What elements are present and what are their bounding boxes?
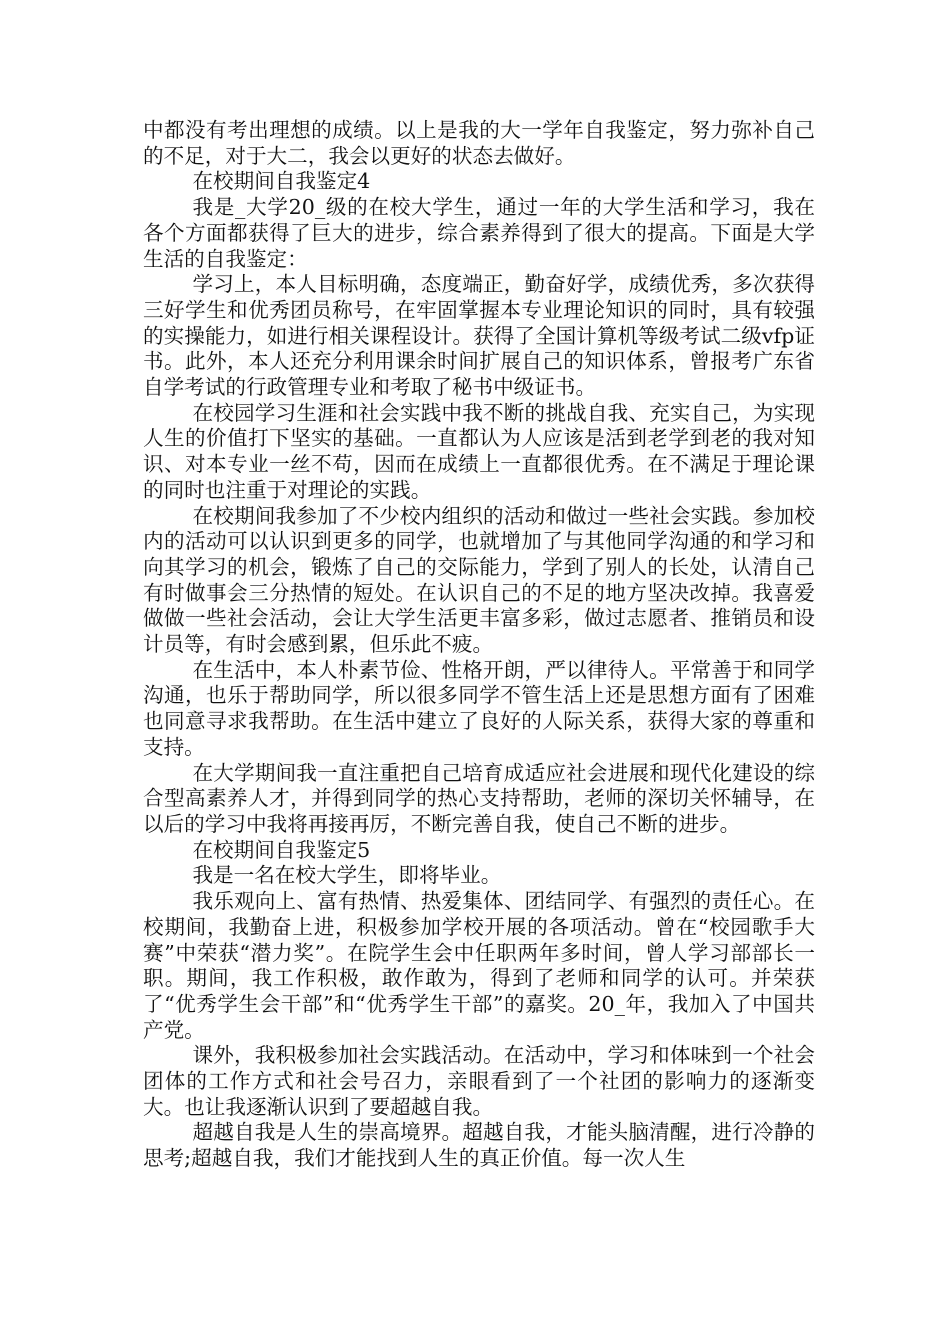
section-heading-4: 在校期间自我鉴定4 — [192, 169, 371, 194]
paragraph-practice: 在校园学习生涯和社会实践中我不断的挑战自我、充实自己，为实现人生的价值打下坚实的基础。一直都认为人应该是活到老学到老的我对知识、对本专业一丝不苟，因而在成绩上一直都很优秀。在不满足于理论课的同时也注重于对理论的实践。 — [143, 400, 815, 502]
paragraph-activities: 在校期间我参加了不少校内组织的活动和做过一些社会实践。参加校内的活动可以认识到更多的同学，也就增加了与其他同学沟通的和学习和向其学习的机会，锻炼了自己的交际能力，学到了别人的长处，认清自己有时做事会三分热情的短处。在认识自己的不足的地方坚决改掉。我喜爱做做一些社会活动，会让大学生活更丰富多彩，做过志愿者、推销员和设计员等，有时会感到累，但乐此不疲。 — [143, 503, 815, 657]
section-heading-5: 在校期间自我鉴定5 — [192, 837, 371, 862]
paragraph-intro: 我是_大学20_级的在校大学生，通过一年的大学生活和学习，我在各个方面都获得了巨大的进步，综合素养得到了很大的提高。下面是大学生活的自我鉴定： — [143, 195, 815, 271]
paragraph-surpass-self: 超越自我是人生的崇高境界。超越自我，才能头脑清醒，进行冷静的思考;超越自我，我们才能找到人生的真正价值。每一次人生 — [143, 1120, 815, 1171]
paragraph-character: 我乐观向上、富有热情、热爱集体、团结同学、有强烈的责任心。在校期间，我勤奋上进，积极参加学校开展的各项活动。曾在“校园歌手大赛”中荣获“潜力奖”。在院学生会中任职两年多时间，曾人学习部部长一职。期间，我工作积极，敢作敢为，得到了老师和同学的认可。并荣获了“优秀学生会干部”和“优秀学生干部”的嘉奖。20_年，我加入了中国共产党。 — [143, 889, 815, 1042]
paragraph-summary: 在大学期间我一直注重把自己培育成适应社会进展和现代化建设的综合型高素养人才，并得到同学的热心支持帮助，老师的深切关怀辅导，在以后的学习中我将再接再厉，不断完善自我，使自己不断的进步。 — [143, 760, 815, 836]
paragraph-life: 在生活中，本人朴素节俭、性格开朗，严以律待人。平常善于和同学沟通，也乐于帮助同学，所以很多同学不管生活上还是思想方面有了困难也同意寻求我帮助。在生活中建立了良好的人际关系，获得大家的尊重和支持。 — [143, 657, 815, 759]
paragraph-graduating: 我是一名在校大学生，即将毕业。 — [192, 863, 502, 888]
paragraph-continuation: 中都没有考出理想的成绩。以上是我的大一学年自我鉴定，努力弥补自己的不足，对于大二，我会以更好的状态去做好。 — [143, 118, 815, 168]
document-page — [143, 118, 815, 1172]
paragraph-study: 学习上，本人目标明确，态度端正，勤奋好学，成绩优秀，多次获得三好学生和优秀团员称号，在牢固掌握本专业理论知识的同时，具有较强的实操能力，如进行相关课程设计。获得了全国计算机等级考试二级vfp证书。此外，本人还充分利用课余时间扩展自己的知识体系，曾报考广东省自学考试的行政管理专业和考取了秘书中级证书。 — [143, 272, 815, 400]
paragraph-extracurricular: 课外，我积极参加社会实践活动。在活动中，学习和体味到一个社会团体的工作方式和社会号召力，亲眼看到了一个社团的影响力的逐渐变大。也让我逐渐认识到了要超越自我。 — [143, 1043, 815, 1119]
